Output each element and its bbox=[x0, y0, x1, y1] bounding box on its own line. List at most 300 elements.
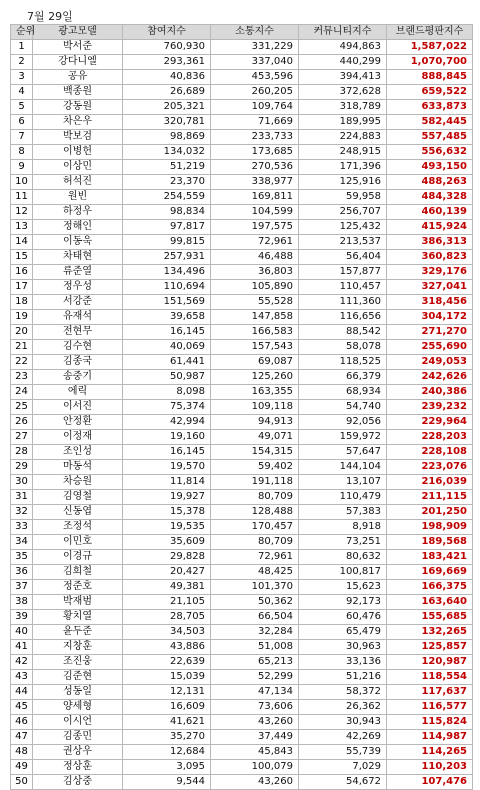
participation-cell: 134,496 bbox=[123, 265, 211, 280]
header-brand-reputation: 브랜드평판지수 bbox=[387, 25, 473, 40]
community-cell: 92,056 bbox=[299, 415, 387, 430]
community-cell: 92,173 bbox=[299, 595, 387, 610]
model-name-cell: 원빈 bbox=[33, 190, 123, 205]
participation-cell: 97,817 bbox=[123, 220, 211, 235]
participation-cell: 40,836 bbox=[123, 70, 211, 85]
rank-cell: 31 bbox=[11, 490, 33, 505]
rank-cell: 40 bbox=[11, 625, 33, 640]
participation-cell: 43,886 bbox=[123, 640, 211, 655]
community-cell: 157,877 bbox=[299, 265, 387, 280]
model-name-cell: 김종민 bbox=[33, 730, 123, 745]
participation-cell: 49,381 bbox=[123, 580, 211, 595]
community-cell: 118,525 bbox=[299, 355, 387, 370]
communication-cell: 104,599 bbox=[211, 205, 299, 220]
participation-cell: 16,609 bbox=[123, 700, 211, 715]
community-cell: 42,269 bbox=[299, 730, 387, 745]
community-cell: 111,360 bbox=[299, 295, 387, 310]
brand-reputation-table bbox=[10, 24, 473, 790]
community-cell: 116,656 bbox=[299, 310, 387, 325]
model-name-cell: 차태현 bbox=[33, 250, 123, 265]
communication-cell: 169,811 bbox=[211, 190, 299, 205]
community-cell: 59,958 bbox=[299, 190, 387, 205]
participation-cell: 293,361 bbox=[123, 55, 211, 70]
participation-cell: 19,570 bbox=[123, 460, 211, 475]
model-name-cell: 류준열 bbox=[33, 265, 123, 280]
community-cell: 189,995 bbox=[299, 115, 387, 130]
participation-cell: 51,219 bbox=[123, 160, 211, 175]
brand-reputation-cell: 239,232 bbox=[387, 400, 473, 415]
table-row bbox=[11, 535, 473, 550]
rank-cell: 37 bbox=[11, 580, 33, 595]
communication-cell: 260,205 bbox=[211, 85, 299, 100]
community-cell: 58,078 bbox=[299, 340, 387, 355]
table-row bbox=[11, 415, 473, 430]
rank-cell: 1 bbox=[11, 40, 33, 55]
model-name-cell: 유재석 bbox=[33, 310, 123, 325]
rank-cell: 25 bbox=[11, 400, 33, 415]
communication-cell: 128,488 bbox=[211, 505, 299, 520]
model-name-cell: 이시언 bbox=[33, 715, 123, 730]
participation-cell: 40,069 bbox=[123, 340, 211, 355]
communication-cell: 337,040 bbox=[211, 55, 299, 70]
header-rank: 순위 bbox=[11, 25, 33, 40]
community-cell: 110,457 bbox=[299, 280, 387, 295]
communication-cell: 157,543 bbox=[211, 340, 299, 355]
table-row bbox=[11, 640, 473, 655]
brand-reputation-cell: 189,568 bbox=[387, 535, 473, 550]
table-row bbox=[11, 70, 473, 85]
community-cell: 110,479 bbox=[299, 490, 387, 505]
brand-reputation-cell: 115,824 bbox=[387, 715, 473, 730]
brand-reputation-cell: 114,265 bbox=[387, 745, 473, 760]
community-cell: 57,383 bbox=[299, 505, 387, 520]
table-row bbox=[11, 700, 473, 715]
model-name-cell: 안정환 bbox=[33, 415, 123, 430]
rank-cell: 47 bbox=[11, 730, 33, 745]
community-cell: 58,372 bbox=[299, 685, 387, 700]
model-name-cell: 이정재 bbox=[33, 430, 123, 445]
model-name-cell: 이민호 bbox=[33, 535, 123, 550]
model-name-cell: 성동일 bbox=[33, 685, 123, 700]
table-row bbox=[11, 355, 473, 370]
brand-reputation-cell: 493,150 bbox=[387, 160, 473, 175]
communication-cell: 166,583 bbox=[211, 325, 299, 340]
participation-cell: 26,689 bbox=[123, 85, 211, 100]
rank-cell: 2 bbox=[11, 55, 33, 70]
table-row bbox=[11, 775, 473, 790]
table-row bbox=[11, 205, 473, 220]
table-body bbox=[11, 40, 473, 790]
participation-cell: 34,503 bbox=[123, 625, 211, 640]
participation-cell: 257,931 bbox=[123, 250, 211, 265]
brand-reputation-cell: 1,070,700 bbox=[387, 55, 473, 70]
participation-cell: 134,032 bbox=[123, 145, 211, 160]
community-cell: 15,623 bbox=[299, 580, 387, 595]
model-name-cell: 이경규 bbox=[33, 550, 123, 565]
brand-reputation-cell: 484,328 bbox=[387, 190, 473, 205]
community-cell: 73,251 bbox=[299, 535, 387, 550]
model-name-cell: 전현무 bbox=[33, 325, 123, 340]
rank-cell: 49 bbox=[11, 760, 33, 775]
table-row bbox=[11, 595, 473, 610]
rank-cell: 9 bbox=[11, 160, 33, 175]
participation-cell: 35,270 bbox=[123, 730, 211, 745]
table-row bbox=[11, 475, 473, 490]
brand-reputation-cell: 201,250 bbox=[387, 505, 473, 520]
brand-reputation-cell: 304,172 bbox=[387, 310, 473, 325]
brand-reputation-cell: 132,265 bbox=[387, 625, 473, 640]
participation-cell: 98,834 bbox=[123, 205, 211, 220]
brand-reputation-cell: 166,375 bbox=[387, 580, 473, 595]
communication-cell: 72,961 bbox=[211, 235, 299, 250]
communication-cell: 50,362 bbox=[211, 595, 299, 610]
participation-cell: 20,427 bbox=[123, 565, 211, 580]
rank-cell: 16 bbox=[11, 265, 33, 280]
table-row bbox=[11, 40, 473, 55]
brand-reputation-cell: 198,909 bbox=[387, 520, 473, 535]
participation-cell: 75,374 bbox=[123, 400, 211, 415]
model-name-cell: 김종국 bbox=[33, 355, 123, 370]
model-name-cell: 백종원 bbox=[33, 85, 123, 100]
brand-reputation-cell: 556,632 bbox=[387, 145, 473, 160]
participation-cell: 42,994 bbox=[123, 415, 211, 430]
brand-reputation-cell: 240,386 bbox=[387, 385, 473, 400]
participation-cell: 19,927 bbox=[123, 490, 211, 505]
participation-cell: 61,441 bbox=[123, 355, 211, 370]
participation-cell: 99,815 bbox=[123, 235, 211, 250]
header-model: 광고모델 bbox=[33, 25, 123, 40]
rank-cell: 8 bbox=[11, 145, 33, 160]
participation-cell: 16,145 bbox=[123, 445, 211, 460]
brand-reputation-cell: 327,041 bbox=[387, 280, 473, 295]
model-name-cell: 이서진 bbox=[33, 400, 123, 415]
community-cell: 54,672 bbox=[299, 775, 387, 790]
participation-cell: 28,705 bbox=[123, 610, 211, 625]
table-row bbox=[11, 160, 473, 175]
brand-reputation-cell: 125,857 bbox=[387, 640, 473, 655]
brand-reputation-cell: 329,176 bbox=[387, 265, 473, 280]
rank-cell: 7 bbox=[11, 130, 33, 145]
rank-cell: 35 bbox=[11, 550, 33, 565]
brand-reputation-cell: 271,270 bbox=[387, 325, 473, 340]
participation-cell: 39,658 bbox=[123, 310, 211, 325]
rank-cell: 18 bbox=[11, 295, 33, 310]
table-row bbox=[11, 460, 473, 475]
participation-cell: 12,684 bbox=[123, 745, 211, 760]
table-row bbox=[11, 625, 473, 640]
brand-reputation-cell: 255,690 bbox=[387, 340, 473, 355]
community-cell: 100,817 bbox=[299, 565, 387, 580]
community-cell: 224,883 bbox=[299, 130, 387, 145]
table-row bbox=[11, 85, 473, 100]
participation-cell: 23,370 bbox=[123, 175, 211, 190]
table-row bbox=[11, 235, 473, 250]
community-cell: 57,647 bbox=[299, 445, 387, 460]
table-row bbox=[11, 730, 473, 745]
rank-cell: 17 bbox=[11, 280, 33, 295]
communication-cell: 331,229 bbox=[211, 40, 299, 55]
table-row bbox=[11, 145, 473, 160]
communication-cell: 453,596 bbox=[211, 70, 299, 85]
table-row bbox=[11, 445, 473, 460]
rank-cell: 43 bbox=[11, 670, 33, 685]
rank-cell: 20 bbox=[11, 325, 33, 340]
rank-cell: 3 bbox=[11, 70, 33, 85]
community-cell: 125,916 bbox=[299, 175, 387, 190]
community-cell: 494,863 bbox=[299, 40, 387, 55]
rank-cell: 14 bbox=[11, 235, 33, 250]
rank-cell: 29 bbox=[11, 460, 33, 475]
communication-cell: 154,315 bbox=[211, 445, 299, 460]
communication-cell: 59,402 bbox=[211, 460, 299, 475]
rank-cell: 39 bbox=[11, 610, 33, 625]
rank-cell: 24 bbox=[11, 385, 33, 400]
brand-reputation-cell: 460,139 bbox=[387, 205, 473, 220]
community-cell: 440,299 bbox=[299, 55, 387, 70]
participation-cell: 35,609 bbox=[123, 535, 211, 550]
brand-reputation-cell: 114,987 bbox=[387, 730, 473, 745]
rank-cell: 11 bbox=[11, 190, 33, 205]
community-cell: 80,632 bbox=[299, 550, 387, 565]
communication-cell: 55,528 bbox=[211, 295, 299, 310]
rank-cell: 46 bbox=[11, 715, 33, 730]
communication-cell: 65,213 bbox=[211, 655, 299, 670]
rank-cell: 10 bbox=[11, 175, 33, 190]
brand-reputation-cell: 228,203 bbox=[387, 430, 473, 445]
communication-cell: 36,803 bbox=[211, 265, 299, 280]
rank-cell: 5 bbox=[11, 100, 33, 115]
rank-cell: 50 bbox=[11, 775, 33, 790]
brand-reputation-cell: 318,456 bbox=[387, 295, 473, 310]
brand-reputation-cell: 211,115 bbox=[387, 490, 473, 505]
rank-cell: 42 bbox=[11, 655, 33, 670]
rank-cell: 33 bbox=[11, 520, 33, 535]
brand-reputation-cell: 228,108 bbox=[387, 445, 473, 460]
community-cell: 318,789 bbox=[299, 100, 387, 115]
community-cell: 248,915 bbox=[299, 145, 387, 160]
model-name-cell: 송중기 bbox=[33, 370, 123, 385]
header-row bbox=[11, 25, 473, 40]
table-row bbox=[11, 310, 473, 325]
community-cell: 144,104 bbox=[299, 460, 387, 475]
communication-cell: 66,504 bbox=[211, 610, 299, 625]
model-name-cell: 하정우 bbox=[33, 205, 123, 220]
table-row bbox=[11, 745, 473, 760]
community-cell: 55,739 bbox=[299, 745, 387, 760]
rank-cell: 36 bbox=[11, 565, 33, 580]
community-cell: 60,476 bbox=[299, 610, 387, 625]
model-name-cell: 에릭 bbox=[33, 385, 123, 400]
participation-cell: 11,814 bbox=[123, 475, 211, 490]
model-name-cell: 정우성 bbox=[33, 280, 123, 295]
communication-cell: 48,425 bbox=[211, 565, 299, 580]
community-cell: 26,362 bbox=[299, 700, 387, 715]
table-row bbox=[11, 295, 473, 310]
brand-reputation-cell: 582,445 bbox=[387, 115, 473, 130]
brand-reputation-cell: 118,554 bbox=[387, 670, 473, 685]
model-name-cell: 김영철 bbox=[33, 490, 123, 505]
community-cell: 66,379 bbox=[299, 370, 387, 385]
community-cell: 8,918 bbox=[299, 520, 387, 535]
model-name-cell: 지창훈 bbox=[33, 640, 123, 655]
table-row bbox=[11, 265, 473, 280]
communication-cell: 105,890 bbox=[211, 280, 299, 295]
community-cell: 33,136 bbox=[299, 655, 387, 670]
community-cell: 125,432 bbox=[299, 220, 387, 235]
brand-reputation-cell: 633,873 bbox=[387, 100, 473, 115]
model-name-cell: 박재범 bbox=[33, 595, 123, 610]
brand-reputation-cell: 120,987 bbox=[387, 655, 473, 670]
communication-cell: 51,008 bbox=[211, 640, 299, 655]
community-cell: 56,404 bbox=[299, 250, 387, 265]
brand-reputation-cell: 110,203 bbox=[387, 760, 473, 775]
model-name-cell: 허석진 bbox=[33, 175, 123, 190]
model-name-cell: 차승원 bbox=[33, 475, 123, 490]
model-name-cell: 박보검 bbox=[33, 130, 123, 145]
table-row bbox=[11, 325, 473, 340]
communication-cell: 197,575 bbox=[211, 220, 299, 235]
rank-cell: 22 bbox=[11, 355, 33, 370]
community-cell: 171,396 bbox=[299, 160, 387, 175]
rank-cell: 38 bbox=[11, 595, 33, 610]
model-name-cell: 김희철 bbox=[33, 565, 123, 580]
table-row bbox=[11, 685, 473, 700]
rank-cell: 27 bbox=[11, 430, 33, 445]
model-name-cell: 김준현 bbox=[33, 670, 123, 685]
model-name-cell: 김수현 bbox=[33, 340, 123, 355]
community-cell: 65,479 bbox=[299, 625, 387, 640]
rank-cell: 19 bbox=[11, 310, 33, 325]
table-row bbox=[11, 565, 473, 580]
model-name-cell: 권상우 bbox=[33, 745, 123, 760]
participation-cell: 98,869 bbox=[123, 130, 211, 145]
table-row bbox=[11, 370, 473, 385]
communication-cell: 52,299 bbox=[211, 670, 299, 685]
table-row bbox=[11, 55, 473, 70]
rank-cell: 45 bbox=[11, 700, 33, 715]
community-cell: 30,943 bbox=[299, 715, 387, 730]
communication-cell: 101,370 bbox=[211, 580, 299, 595]
participation-cell: 50,987 bbox=[123, 370, 211, 385]
communication-cell: 100,079 bbox=[211, 760, 299, 775]
communication-cell: 71,669 bbox=[211, 115, 299, 130]
table-row bbox=[11, 520, 473, 535]
rank-cell: 23 bbox=[11, 370, 33, 385]
communication-cell: 173,685 bbox=[211, 145, 299, 160]
communication-cell: 45,843 bbox=[211, 745, 299, 760]
rank-cell: 15 bbox=[11, 250, 33, 265]
communication-cell: 125,260 bbox=[211, 370, 299, 385]
rank-cell: 28 bbox=[11, 445, 33, 460]
table-row bbox=[11, 430, 473, 445]
table-row bbox=[11, 610, 473, 625]
model-name-cell: 윤두준 bbox=[33, 625, 123, 640]
brand-reputation-cell: 386,313 bbox=[387, 235, 473, 250]
community-cell: 68,934 bbox=[299, 385, 387, 400]
community-cell: 13,107 bbox=[299, 475, 387, 490]
model-name-cell: 이동욱 bbox=[33, 235, 123, 250]
model-name-cell: 이상민 bbox=[33, 160, 123, 175]
communication-cell: 80,709 bbox=[211, 490, 299, 505]
date-label: 7월 29일 bbox=[27, 10, 73, 23]
table-row bbox=[11, 505, 473, 520]
rank-cell: 48 bbox=[11, 745, 33, 760]
model-name-cell: 마동석 bbox=[33, 460, 123, 475]
community-cell: 394,413 bbox=[299, 70, 387, 85]
participation-cell: 15,378 bbox=[123, 505, 211, 520]
model-name-cell: 강다니엘 bbox=[33, 55, 123, 70]
table-row bbox=[11, 400, 473, 415]
community-cell: 51,216 bbox=[299, 670, 387, 685]
communication-cell: 163,355 bbox=[211, 385, 299, 400]
brand-reputation-cell: 557,485 bbox=[387, 130, 473, 145]
table-row bbox=[11, 760, 473, 775]
participation-cell: 151,569 bbox=[123, 295, 211, 310]
table-row bbox=[11, 715, 473, 730]
community-cell: 30,963 bbox=[299, 640, 387, 655]
brand-reputation-cell: 107,476 bbox=[387, 775, 473, 790]
table-row bbox=[11, 175, 473, 190]
header-community: 커뮤니티지수 bbox=[299, 25, 387, 40]
rank-cell: 26 bbox=[11, 415, 33, 430]
communication-cell: 32,284 bbox=[211, 625, 299, 640]
rank-cell: 44 bbox=[11, 685, 33, 700]
model-name-cell: 서강준 bbox=[33, 295, 123, 310]
brand-reputation-cell: 249,053 bbox=[387, 355, 473, 370]
communication-cell: 109,118 bbox=[211, 400, 299, 415]
brand-reputation-cell: 169,669 bbox=[387, 565, 473, 580]
communication-cell: 270,536 bbox=[211, 160, 299, 175]
communication-cell: 72,961 bbox=[211, 550, 299, 565]
brand-reputation-cell: 360,823 bbox=[387, 250, 473, 265]
table-row bbox=[11, 550, 473, 565]
model-name-cell: 조진웅 bbox=[33, 655, 123, 670]
participation-cell: 29,828 bbox=[123, 550, 211, 565]
communication-cell: 47,134 bbox=[211, 685, 299, 700]
rank-cell: 6 bbox=[11, 115, 33, 130]
brand-reputation-cell: 415,924 bbox=[387, 220, 473, 235]
participation-cell: 9,544 bbox=[123, 775, 211, 790]
communication-cell: 338,977 bbox=[211, 175, 299, 190]
participation-cell: 16,145 bbox=[123, 325, 211, 340]
participation-cell: 19,160 bbox=[123, 430, 211, 445]
communication-cell: 43,260 bbox=[211, 775, 299, 790]
community-cell: 159,972 bbox=[299, 430, 387, 445]
brand-reputation-cell: 1,587,022 bbox=[387, 40, 473, 55]
communication-cell: 191,118 bbox=[211, 475, 299, 490]
participation-cell: 205,321 bbox=[123, 100, 211, 115]
communication-cell: 170,457 bbox=[211, 520, 299, 535]
rank-cell: 4 bbox=[11, 85, 33, 100]
model-name-cell: 정상훈 bbox=[33, 760, 123, 775]
table-row bbox=[11, 385, 473, 400]
participation-cell: 15,039 bbox=[123, 670, 211, 685]
brand-reputation-cell: 183,421 bbox=[387, 550, 473, 565]
model-name-cell: 강동원 bbox=[33, 100, 123, 115]
rank-cell: 30 bbox=[11, 475, 33, 490]
brand-reputation-cell: 117,637 bbox=[387, 685, 473, 700]
table-row bbox=[11, 580, 473, 595]
community-cell: 7,029 bbox=[299, 760, 387, 775]
rank-cell: 21 bbox=[11, 340, 33, 355]
table-row bbox=[11, 220, 473, 235]
table-row bbox=[11, 655, 473, 670]
model-name-cell: 공유 bbox=[33, 70, 123, 85]
communication-cell: 233,733 bbox=[211, 130, 299, 145]
brand-reputation-cell: 888,845 bbox=[387, 70, 473, 85]
community-cell: 54,740 bbox=[299, 400, 387, 415]
table-row bbox=[11, 130, 473, 145]
